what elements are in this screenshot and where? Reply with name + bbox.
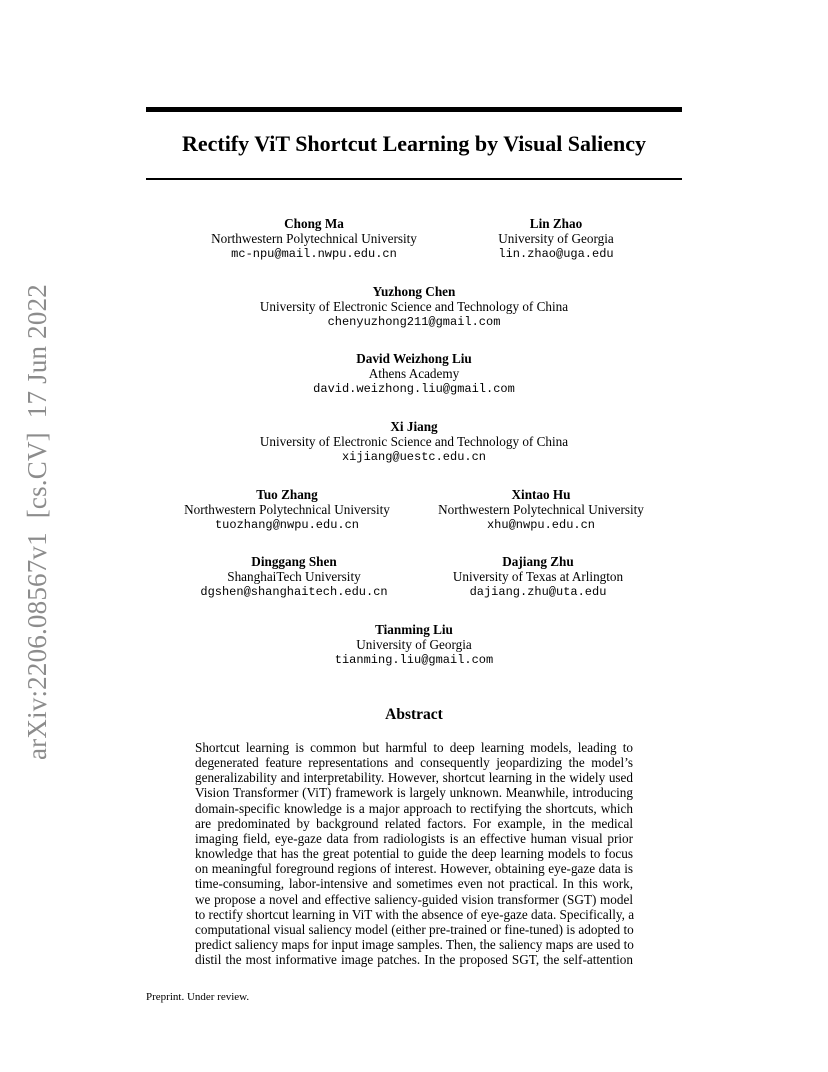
author-affiliation: University of Georgia bbox=[356, 637, 472, 653]
author-email: lin.zhao@uga.edu bbox=[498, 246, 614, 261]
author-block bbox=[166, 487, 408, 533]
author-name: Tuo Zhang bbox=[256, 487, 318, 502]
author-block bbox=[186, 216, 442, 262]
author-email: dgshen@shanghaitech.edu.cn bbox=[200, 584, 388, 599]
abstract-heading: Abstract bbox=[385, 706, 443, 723]
paper-title: Rectify ViT Shortcut Learning by Visual Saliency bbox=[181, 131, 647, 156]
author-block bbox=[456, 216, 656, 262]
author-name: David Weizhong Liu bbox=[356, 351, 472, 366]
author-name: Lin Zhao bbox=[529, 216, 583, 231]
author-affiliation: ShanghaiTech University bbox=[227, 569, 361, 585]
author-block bbox=[420, 487, 662, 533]
author-name: Dinggang Shen bbox=[251, 554, 337, 569]
author-affiliation: Athens Academy bbox=[368, 366, 460, 382]
abstract-line: imaging field, eye-gaze data from radiologists is an effective human visual prior bbox=[195, 830, 633, 846]
author-block bbox=[146, 622, 682, 668]
abstract-line: knowledge that has the great potential to guide the deep learning models to focus bbox=[195, 846, 633, 862]
author-email: tianming.liu@gmail.com bbox=[334, 652, 494, 667]
abstract-line: computational visual saliency model (either pre-trained or fine-tuned) is adopted to bbox=[195, 921, 634, 937]
author-email: david.weizhong.liu@gmail.com bbox=[313, 381, 515, 396]
title-top-rule bbox=[146, 107, 682, 112]
author-email: chenyuzhong211@gmail.com bbox=[327, 314, 501, 329]
abstract-line: distil the most informative image patches. In the proposed SGT, the self-attention bbox=[195, 952, 633, 968]
author-block bbox=[146, 351, 682, 397]
title-bottom-rule bbox=[146, 178, 682, 180]
author-affiliation: Northwestern Polytechnical University bbox=[184, 502, 390, 518]
author-block bbox=[146, 419, 682, 465]
author-name: Chong Ma bbox=[284, 216, 344, 231]
abstract-line: degenerated feature representations and consequently jeopardizing the model’s bbox=[195, 755, 633, 771]
abstract-line: predict saliency maps for input image samples. Then, the saliency maps are used to bbox=[195, 937, 634, 953]
author-affiliation: University of Georgia bbox=[498, 231, 614, 247]
abstract-body bbox=[195, 740, 633, 967]
abstract-line: time-consuming, labor-intensive and sometimes even not practical. In this work, bbox=[195, 876, 633, 892]
author-email: dajiang.zhu@uta.edu bbox=[469, 584, 607, 599]
arxiv-identifier: arXiv:2206.08567v1 [cs.CV] 17 Jun 2022 bbox=[22, 284, 52, 760]
author-name: Yuzhong Chen bbox=[372, 284, 456, 299]
abstract-line: on meaningful foreground regions of interest. However, obtaining eye-gaze data is bbox=[195, 861, 633, 877]
abstract-line: domain-specific knowledge is a major approach to rectifying the shortcuts, which bbox=[195, 800, 633, 816]
abstract-line: are predominated by background related factors. For example, in the medical bbox=[195, 815, 633, 831]
footer-note: Preprint. Under review. bbox=[146, 991, 250, 1003]
author-block bbox=[146, 284, 682, 330]
author-email: xhu@nwpu.edu.cn bbox=[486, 517, 596, 532]
author-name: Tianming Liu bbox=[375, 622, 453, 637]
author-email: xijiang@uestc.edu.cn bbox=[341, 449, 487, 464]
author-name: Xintao Hu bbox=[511, 487, 571, 502]
author-block bbox=[436, 554, 640, 600]
abstract-line: to rectify shortcut learning in ViT with the absence of eye-gaze data. Specifically, a bbox=[195, 906, 635, 922]
abstract-line: we propose a novel and effective saliency-guided vision transformer (SGT) model bbox=[195, 891, 633, 907]
author-affiliation: University of Electronic Science and Technology of China bbox=[259, 434, 569, 450]
author-name: Dajiang Zhu bbox=[502, 554, 574, 569]
author-affiliation: University of Texas at Arlington bbox=[452, 569, 624, 585]
author-affiliation: Northwestern Polytechnical University bbox=[438, 502, 644, 518]
abstract-line: Shortcut learning is common but harmful to deep learning models, leading to bbox=[195, 740, 633, 755]
author-affiliation: University of Electronic Science and Technology of China bbox=[259, 299, 569, 315]
abstract-line: generalizability and interpretability. However, shortcut learning in the widely used bbox=[195, 770, 633, 786]
abstract-line: Vision Transformer (ViT) framework is largely unknown. Meanwhile, introducing bbox=[195, 785, 633, 801]
author-affiliation: Northwestern Polytechnical University bbox=[211, 231, 417, 247]
author-email: tuozhang@nwpu.edu.cn bbox=[214, 517, 360, 532]
author-block bbox=[180, 554, 408, 600]
author-name: Xi Jiang bbox=[390, 419, 438, 434]
author-email: mc-npu@mail.nwpu.edu.cn bbox=[231, 246, 397, 261]
